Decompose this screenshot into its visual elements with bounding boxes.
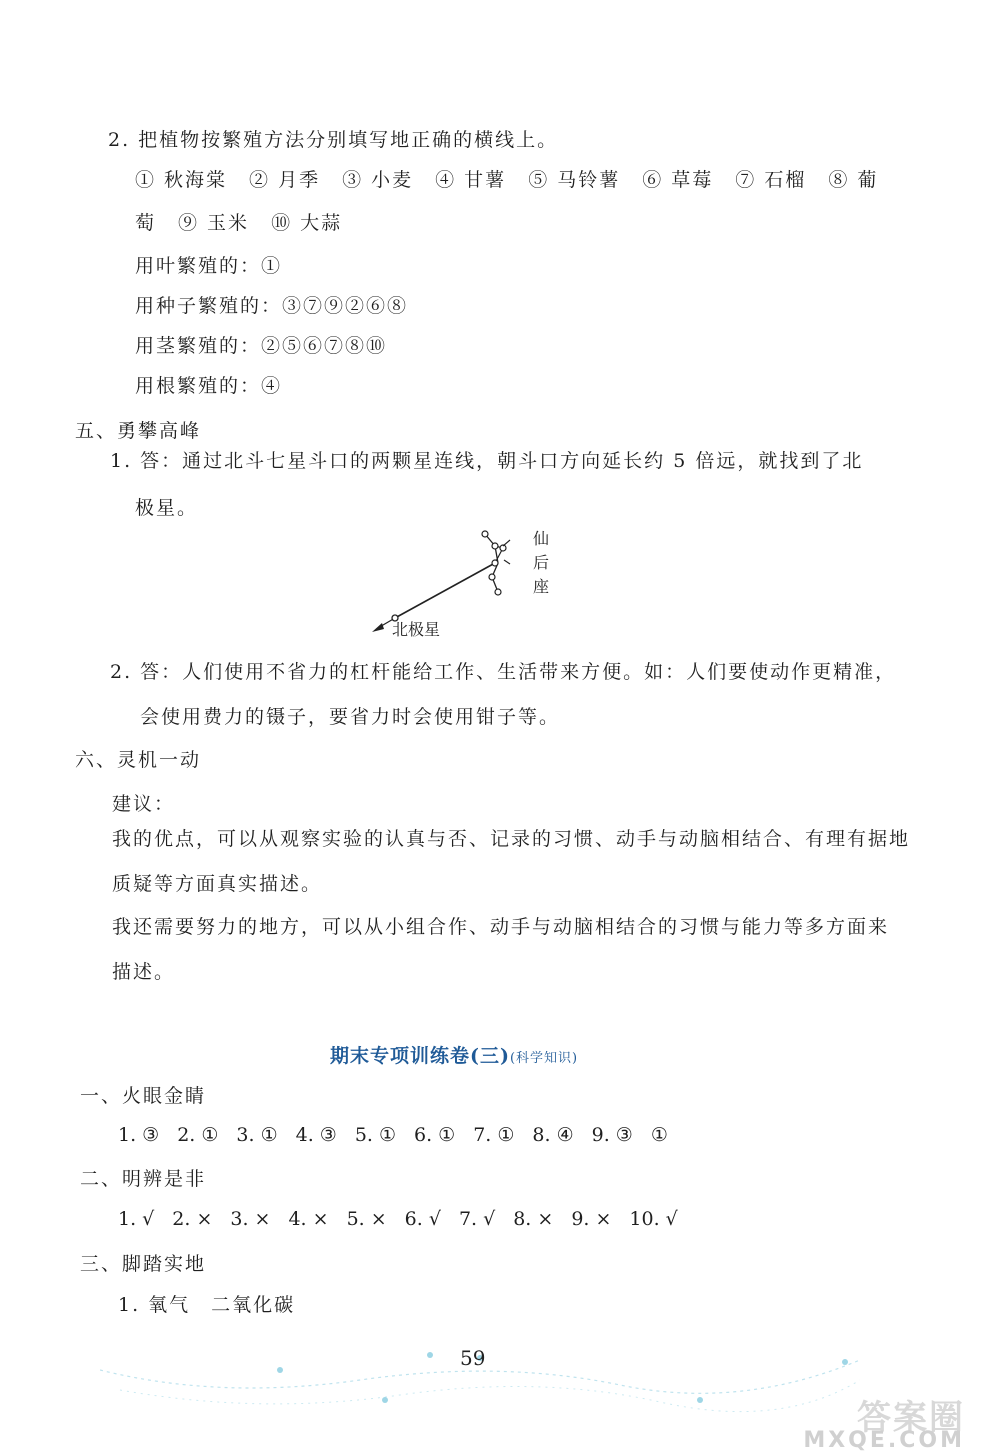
label-char: 座 — [533, 577, 550, 596]
star — [489, 574, 495, 580]
plant-list — [135, 168, 878, 192]
pointer-line — [395, 563, 495, 618]
section5-heading: 五、勇攀高峰 — [75, 420, 202, 442]
star — [492, 560, 498, 566]
plant-item: ③ 小麦 — [342, 169, 414, 191]
q2-intro: 2. 把植物按繁殖方法分别填写地正确的横线上。 — [108, 129, 559, 151]
star — [495, 589, 501, 595]
plant-item: ⑨ 玉米 — [178, 212, 250, 234]
answer-item: 2. × — [172, 1208, 213, 1230]
page-number: 59 — [460, 1346, 486, 1370]
plant-item: ⑧ 葡 — [828, 169, 879, 191]
polaris-diagram — [360, 520, 560, 645]
label-char: 仙 — [533, 529, 550, 548]
answer-item: 1. √ — [118, 1208, 155, 1230]
answer-seed: 用种子繁殖的：③⑦⑨②⑥⑧ — [135, 295, 409, 317]
s5-a2-line1: 2. 答：人们使用不省力的杠杆能给工作、生活带来方便。如：人们要使动作更精准， — [110, 661, 897, 683]
arrow-head — [372, 623, 384, 632]
part1-heading: 一、火眼金睛 — [80, 1085, 207, 1107]
section6-heading: 六、灵机一动 — [75, 749, 202, 771]
s6-suggest: 建议： — [112, 793, 176, 815]
plant-item: ⑤ 马铃薯 — [528, 169, 621, 191]
answer-item: 3. × — [230, 1208, 271, 1230]
plant-item: ⑦ 石榴 — [735, 169, 807, 191]
answer-item: 6. ① — [414, 1124, 456, 1146]
watermark-logo — [755, 1390, 975, 1453]
exam-title-main: 期末专项训练卷(三) — [330, 1045, 510, 1067]
answer-item: 7. √ — [458, 1208, 496, 1230]
answer-item: 8. ④ — [532, 1124, 574, 1146]
answer-leaf: 用叶繁殖的：① — [135, 255, 283, 277]
answer-item: 9. ③ — [591, 1124, 633, 1146]
watermark-text: 答案圈 — [857, 1398, 965, 1438]
plant-list-line2 — [135, 211, 342, 235]
exam-title-sub: (科学知识) — [509, 1051, 579, 1066]
plant-item: ⑩ 大蒜 — [271, 212, 343, 234]
s6-p1-line1: 我的优点，可以从观察实验的认真与否、记录的习惯、动手与动脑相结合、有理有据地 — [112, 828, 911, 850]
star — [492, 543, 498, 549]
exam-title — [330, 1044, 578, 1071]
watermark-url: MXQE.COM — [803, 1428, 965, 1453]
part1-answers — [118, 1123, 668, 1147]
plant-item: ① 秋海棠 — [135, 169, 228, 191]
answer-item: 7. ① — [473, 1124, 515, 1146]
answer-item: 8. × — [513, 1208, 554, 1230]
answer-item: 1. ③ — [118, 1124, 160, 1146]
plant-item: ④ 甘薯 — [435, 169, 507, 191]
answer-root: 用根繁殖的：④ — [135, 375, 283, 397]
s6-p1-line2: 质疑等方面真实描述。 — [112, 873, 323, 895]
s6-p2-line1: 我还需要努力的地方，可以从小组合作、动手与动脑相结合的习惯与能力等多方面来 — [112, 916, 890, 938]
answer-item: 5. ① — [354, 1124, 397, 1146]
s5-a1-line1: 1. 答：通过北斗七星斗口的两颗星连线，朝斗口方向延长约 5 倍远，就找到了北 — [110, 450, 864, 472]
answer-item: 6. √ — [404, 1208, 441, 1230]
part3-heading: 三、脚踏实地 — [80, 1253, 207, 1275]
part3-a1: 1. 氧气 二氧化碳 — [118, 1294, 296, 1316]
s6-p2-line2: 描述。 — [112, 961, 176, 983]
plant-item: ② 月季 — [249, 169, 321, 191]
s5-a2-line2: 会使用费力的镊子，要省力时会使用钳子等。 — [140, 706, 561, 728]
answer-item: ① — [650, 1124, 668, 1146]
answer-item: 10. √ — [629, 1208, 678, 1230]
answer-item: 4. × — [288, 1208, 329, 1230]
plant-item: 萄 — [135, 212, 157, 234]
answer-item: 5. × — [346, 1208, 387, 1230]
answer-item: 4. ③ — [295, 1124, 337, 1146]
answer-item: 2. ① — [177, 1124, 219, 1146]
label-cassiopeia — [533, 527, 549, 599]
star — [482, 531, 488, 537]
answer-stem: 用茎繁殖的：②⑤⑥⑦⑧⑩ — [135, 335, 388, 357]
part2-answers — [118, 1207, 678, 1231]
plant-item: ⑥ 草莓 — [642, 169, 714, 191]
label-polaris: 北极星 — [392, 620, 441, 639]
s5-a1-line2: 极星。 — [135, 497, 199, 519]
answer-item: 9. × — [571, 1208, 612, 1230]
label-char: 后 — [533, 553, 550, 572]
answer-item: 3. ① — [236, 1124, 278, 1146]
part2-heading: 二、明辨是非 — [80, 1168, 207, 1190]
